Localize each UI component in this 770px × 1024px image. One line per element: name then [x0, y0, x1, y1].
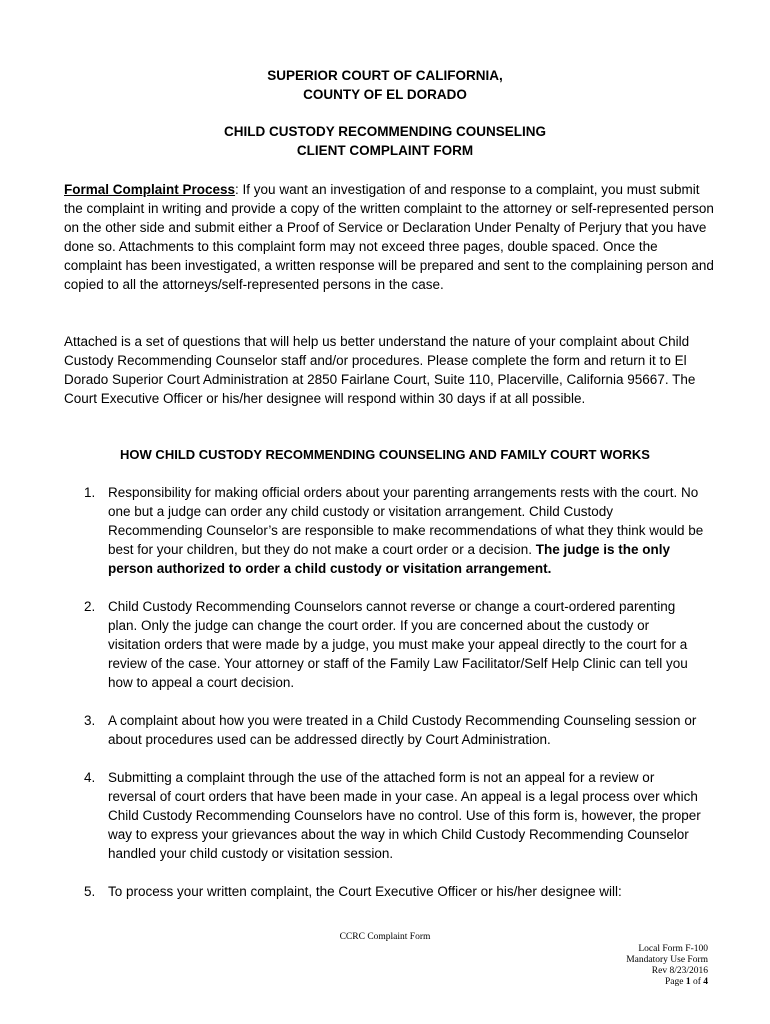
court-header — [0, 66, 770, 104]
page-prefix: Page — [664, 977, 686, 987]
page-of: of — [690, 977, 704, 987]
page-current: 1 — [685, 977, 691, 987]
footer-form-info — [626, 944, 708, 988]
court-name: SUPERIOR COURT OF CALIFORNIA, — [267, 68, 503, 83]
footer-page-number — [626, 977, 708, 988]
attached-paragraph: Attached is a set of questions that will help us better understand the nature of your complaint about Child Custody Recommending Counselor staff and/or procedures. Please complete the form and return it to El Dorado Superior Court Administration at 2850 Fairlane Court, Suite 110, Placerville, California 95667. The Court Executive Officer or his/her designee will respond within 30 days if at all possible. — [64, 334, 696, 406]
intro-paragraph — [64, 180, 714, 294]
list-item — [84, 711, 704, 749]
list-item — [84, 483, 704, 578]
list-item — [84, 597, 704, 692]
court-county: COUNTY OF EL DORADO — [303, 87, 467, 102]
intro-text: : If you want an investigation of and response to a complaint, you must submit the complaint in writing and provide a copy of the written complaint to the attorney or self-represented person on the other side and submit either a Proof of Service or Declaration Under Penalty of Perjury that you have done so. Attachments to this complaint form may not exceed three pages, double spaced. Once the complaint has been investigated, a written response will be prepared and sent to the complaining person and copied to all the attorneys/self-represented persons in the case. — [64, 182, 714, 292]
item-number: 1. — [84, 485, 96, 500]
item-number: 3. — [84, 713, 96, 728]
form-title-line1: CHILD CUSTODY RECOMMENDING COUNSELING — [223, 124, 547, 139]
list-item — [84, 768, 704, 863]
page-total: 4 — [703, 977, 708, 987]
section-heading: HOW CHILD CUSTODY RECOMMENDING COUNSELING AND FAMILY COURT WORKS — [120, 447, 650, 462]
footer-form-use: Mandatory Use Form — [626, 955, 708, 965]
item-text: Responsibility for making official orders about your parenting arrangements rests with the court. No one but a judge can order any child custody or visitation arrangement. Child Custody Recommending Counselor’s are responsible to make recommendations of what they think would be best for your children, but they do not make a court order or a decision. — [108, 485, 704, 557]
intro-label: Formal Complaint Process — [64, 182, 236, 197]
item-text: To process your written complaint, the Court Executive Officer or his/her designee will: — [108, 884, 622, 899]
footer-form-number: Local Form F-100 — [638, 944, 708, 954]
item-number: 2. — [84, 599, 96, 614]
form-title — [0, 122, 770, 160]
footer-revision: Rev 8/23/2016 — [651, 966, 708, 976]
item-text: A complaint about how you were treated in a Child Custody Recommending Counseling session or about procedures used can be addressed directly by Court Administration. — [108, 713, 697, 747]
item-number: 4. — [84, 770, 96, 785]
form-title-line2: CLIENT COMPLAINT FORM — [296, 143, 474, 158]
item-bold-text: The judge is the only person authorized to order a child custody or visitation arrangement. — [108, 542, 670, 576]
item-text: Child Custody Recommending Counselors cannot reverse or change a court-ordered parenting plan. Only the judge can change the court order. If you are concerned about the custody or visitation orders that were made by a judge, you must make your appeal directly to the court for a review of the case. Your attorney or staff of the Family Law Facilitator/Self Help Clinic can tell you how to appeal a court decision. — [108, 599, 688, 690]
list-item — [84, 882, 704, 901]
numbered-list — [84, 483, 704, 920]
item-number: 5. — [84, 884, 96, 899]
footer-form-name: CCRC Complaint Form — [339, 932, 431, 942]
item-text: Submitting a complaint through the use of the attached form is not an appeal for a review or reversal of court orders that have been made in your case. An appeal is a legal process over which Child Custody Recommending Counselors have no control. Use of this form is, however, the proper way to express your grievances about the way in which Child Custody Recommending Counselor handled your child custody or visitation session. — [108, 770, 701, 861]
